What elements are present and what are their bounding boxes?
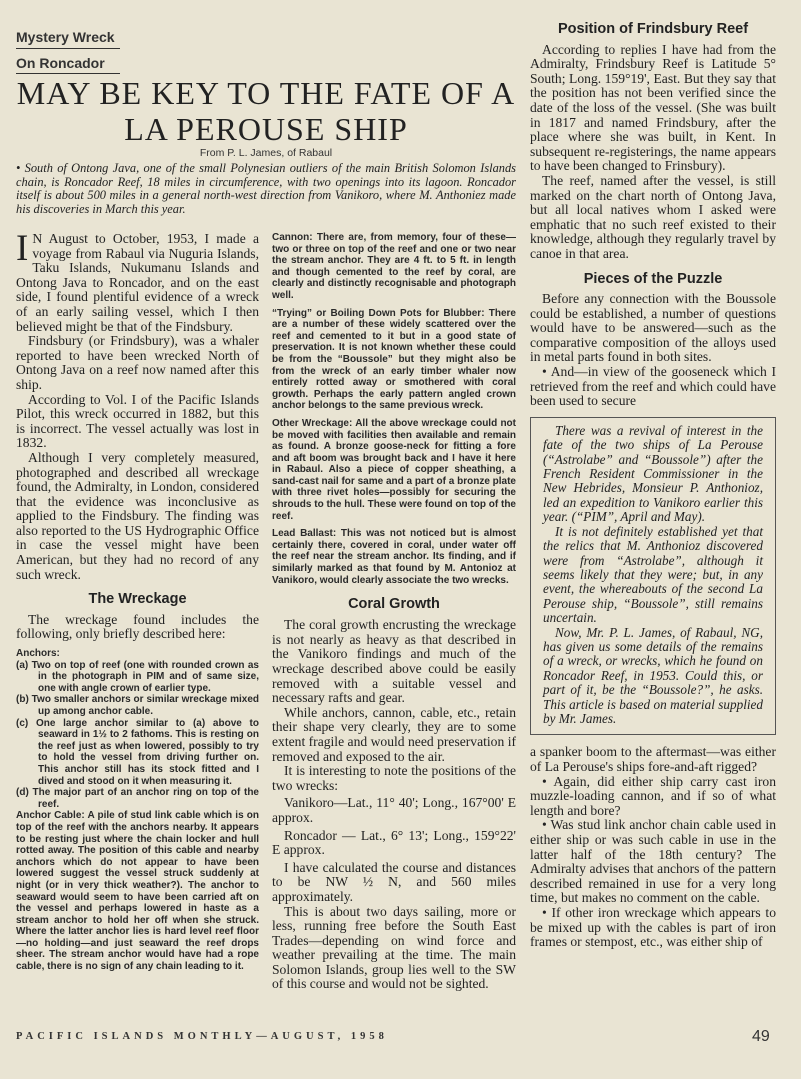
- paragraph: Before any connection with the Boussole could be established, a number of questions would have to be answered—such as the comparative composition of the alloys used in metal parts found in both sites.: [530, 291, 776, 365]
- anchor-item: (d) The major part of an anchor ring on top of the reef.: [16, 787, 259, 810]
- paragraph: I have calculated the course and distances to be NW ½ N, and 560 miles approximately.: [272, 859, 516, 904]
- box-paragraph: There was a revival of interest in the fate of the two ships of La Perouse (“Astrolabe” and “Boussole”) after the French Resident Commissioner in the New Hebrides, Monsieur P. Anthonioz, led an expedition to Vanikoro earlier this year. (“PIM”, April and May).: [543, 422, 763, 525]
- lead-ballast-note: Lead Ballast: This was not noticed but is almost certainly there, covered in coral, under water off the reef near the stream anchor. Its finding, and if similarly marked as that found by M. Antonioz at Vanikoro, would clearly associate the two wrecks.: [272, 528, 516, 586]
- paragraph: According to replies I have had from the Admiralty, Frindsbury Reef is Latitude 5° South; Long. 159°19', East. But they say that the position has not been verified since the date of the loss of the vessel. (She was built in 1817 and named Frindsbury, after the place where she was built, in Kent. In subsequent re-registerings, the name appears to have been changed to Frinsbury).: [530, 41, 776, 174]
- anchors-notes: [16, 648, 259, 973]
- paragraph: a spanker boom to the aftermast—was either of La Perouse's ships fore-and-aft rigged?: [530, 744, 776, 774]
- paragraph: Findsbury (or Frindsbury), was a whaler reported to have been wrecked North of Ontong Java on a reef now named after this ship.: [16, 333, 259, 392]
- byline: From P. L. James, of Rabaul: [199, 147, 333, 159]
- coral-growth-body: [272, 618, 516, 992]
- editorial-box: [530, 417, 776, 736]
- kicker-rule: [16, 73, 120, 74]
- paragraph: The reef, named after the vessel, is still marked on the chart north of Ontong Java, but all local natives whom I asked were emphatic that no such reef existed to their knowledge, although they regularly travel by canoe in that area.: [530, 172, 776, 261]
- subhead-position: Position of Frindsbury Reef: [557, 21, 749, 37]
- anchors-label: Anchors:: [16, 648, 60, 660]
- paragraph: • Was stud link anchor chain cable used in either ship or was such cable in use in the latter half of the 18th century? The Admiralty advises that anchors of the pattern described remained in use for a very long time, but makes no comment on the cable.: [530, 817, 776, 906]
- paragraph: • Again, did either ship carry cast iron muzzle-loading cannon, and if so of what length and bore?: [530, 773, 776, 818]
- anchor-item: (c) One large anchor similar to (a) above to seaward in 1½ to 2 fathoms. This is resting on the reef just as when lowered, possibly to try to hold the vessel from driving further on. This anchor still has its stock fitted and I dived and stood on it when measuring it.: [16, 717, 259, 787]
- anchor-item: (a) Two on top of reef (one with rounded crown as in the photograph in PIM and of same size, one with angle crown of earlier type.: [16, 659, 259, 694]
- wreckage-notes: [272, 232, 516, 586]
- anchor-item: (b) Two smaller anchors or similar wreckage mixed up among anchor cable.: [16, 694, 259, 717]
- drop-cap: I: [16, 228, 29, 269]
- cannon-note: Cannon: There are, from memory, four of these—two or three on top of the reef and one or two near the stream anchor. They are 4 ft. to 5 ft. in length and though cemented to the reef by coral, are clearly and distinctly recognisable and photograph well.: [272, 232, 516, 301]
- box-paragraph: It is not definitely established yet that the relics that M. Anthonioz discovered were from “Astrolabe”, although it seems likely that they were; but, in any event, the whereabouts of the second La Perouse ship, “Boussole”, still remains uncertain.: [543, 523, 763, 626]
- box-paragraph: Now, Mr. P. L. James, of Rabaul, NG, has given us some details of the remains of a wreck, or wrecks, which he found on Roncador Reef, in 1953. Could this, or part of it, be the “Boussole?”, he asks. This article is based on material supplied by Mr. James.: [543, 624, 763, 726]
- paragraph: • If other iron wreckage which appears to be mixed up with the cables is part of iron frames or stempost, etc., was either ship of: [530, 904, 776, 950]
- column-3: [530, 22, 776, 950]
- paragraph: The wreckage found includes the following, only briefly described here:: [16, 611, 259, 642]
- anchor-cable-note: Anchor Cable: A pile of stud link cable which is on top of the reef with the anchors nearby. It appears to be resting just where the chain locker and hull rotted away. The position of this cable and nearby anchors which do not appear to have been lowered suggest the vessel struck suddenly at night (or in very thick weather?). The anchor to seaward would seem to have been carried aft on the vessel and perhaps lowered in haste as a stream anchor to hold her off when she struck. Where the latter anchor lies is hard level reef floor—no holding—and just seaward the reef drops sheer. The stream anchor would have had a rope cable, there is no sign of any chain leading to it.: [16, 810, 259, 973]
- subhead-pieces-of-puzzle: Pieces of the Puzzle: [583, 270, 723, 287]
- paragraph: According to Vol. I of the Pacific Islands Pilot, this wreck occurred in 1882, but this is incorrect. The vessel actually was lost in 1832.: [16, 391, 259, 451]
- column-2: [272, 232, 516, 992]
- page-number: 49: [752, 1028, 770, 1045]
- column-1: [16, 228, 259, 973]
- footer-masthead: PACIFIC ISLANDS MONTHLY—AUGUST, 1958: [16, 1031, 388, 1042]
- paragraph: It is interesting to note the positions of the two wrecks:: [272, 763, 516, 793]
- paragraph: • And—in view of the gooseneck which I retrieved from the reef and which could have been used to secure: [530, 364, 776, 409]
- headline: MAY BE KEY TO THE FATE OF A LA PEROUSE SHIP: [16, 75, 516, 147]
- subhead-the-wreckage: The Wreckage: [88, 591, 187, 608]
- pots-note: “Trying” or Boiling Down Pots for Blubber: There are a number of these widely scattered over the reef and cemented to it but in a good state of preservation. It is not known whether these could be from the “Boussole” but they might also be from the wreck of an early timber whaler now entirely rotted away or smothered with coral growth. Perhaps the early pattern angled crown anchor belongs to the same previous wreck.: [272, 307, 516, 412]
- subhead-coral-growth: Coral Growth: [348, 596, 440, 613]
- other-wreckage-note: Other Wreckage: All the above wreckage could not be moved with facilities then available and remain as found. A bronze goose-neck for fitting a fore and aft boom was brought back and I have it here in Rabaul. Also a piece of copper sheathing, a sand-cast nail for same and a part of a bronze plate with three rivet holes—possibly for securing the shrouds to the hull. These were found on top of the reef.: [272, 417, 516, 522]
- kicker-rule: [16, 48, 120, 49]
- kicker-on-roncador: On Roncador: [16, 55, 105, 71]
- paragraph: This is about two days sailing, more or less, running free before the South East Trades—depending on wind force and weather prevailing at the time. The main Solomon Islands, group lies well to the SW of this course and would not be sighted.: [272, 903, 516, 992]
- kicker-mystery-wreck: Mystery Wreck: [16, 29, 115, 45]
- paragraph: The coral growth encrusting the wreckage is not nearly as heavy as that described in the Vanikoro findings and much of the wreckage described above could be easily removed with a suitable vessel and necessary rafts and gear.: [272, 617, 516, 706]
- paragraph: Although I very completely measured, photographed and described all wreckage found, the Admiralty, in London, considered that the evidence was inconclusive as applied to the Findsbury. The finding was also reported to the US Hydrographic Office in case the vessel might have been American, but they had no record of any such wreck.: [16, 449, 259, 582]
- coordinates-vanikoro: Vanikoro—Lat., 11° 40'; Long., 167°00' E approx.: [272, 795, 516, 825]
- paragraph: I N August to October, 1953, I made a voyage from Rabaul via Nuguria Islands, Taku Islands, Nukumanu Islands and Ontong Java to Roncador, and on the east side, I found plentiful evidence of a wreck of an early sailing vessel, which I then believed might be that of the Findsbury.: [16, 228, 259, 334]
- coordinates-roncador: Roncador — Lat., 6° 13'; Long., 159°22' E approx.: [272, 827, 516, 858]
- standfirst: • South of Ontong Java, one of the small Polynesian outliers of the main British Solomon Islands chain, is Roncador Reef, 18 miles in circumference, with two openings into its lagoon. Roncador itself is about 500 miles in a general north-west direction from Vanikoro, where M. Anthoniez made his discoveries in March this year.: [16, 161, 516, 216]
- paragraph: While anchors, cannon, cable, etc., retain their shape very clearly, they are to some extent fragile and would need preservation if removed and exposed to the air.: [272, 704, 516, 764]
